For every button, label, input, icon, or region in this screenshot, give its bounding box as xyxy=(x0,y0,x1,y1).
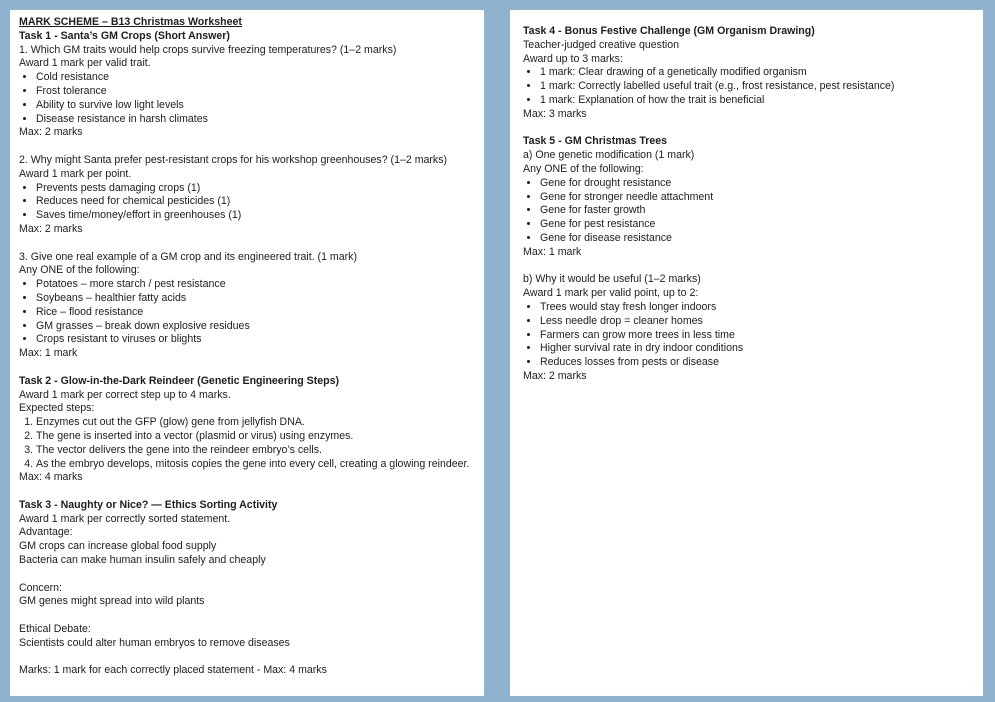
task1-heading: Task 1 - Santa’s GM Crops (Short Answer) xyxy=(19,29,230,42)
task5-b-max: Max: 2 marks xyxy=(523,369,587,382)
task1-q1-max: Max: 2 marks xyxy=(19,126,83,139)
document-title: MARK SCHEME – B13 Christmas Worksheet xyxy=(19,16,242,28)
list-item: • Reduces need for chemical pesticides (1) xyxy=(36,195,475,209)
task5-a-award: Any ONE of the following: xyxy=(523,162,644,175)
task2-steps xyxy=(19,416,475,471)
list-item: • Saves time/money/effort in greenhouses (1) xyxy=(36,209,475,223)
task1-q3-answers xyxy=(19,278,475,347)
task4-section xyxy=(523,25,971,122)
list-item: • Gene for faster growth xyxy=(540,204,971,218)
list-item: 2. The gene is inserted into a vector (plasmid or virus) using enzymes. xyxy=(36,430,475,444)
list-item: • 1 mark: Correctly labelled useful trait (e.g., frost resistance, pest resistance) xyxy=(540,80,971,94)
list-item: • Soybeans – healthier fatty acids xyxy=(36,292,475,306)
task5-section xyxy=(523,135,971,383)
task3-concern-item: GM genes might spread into wild plants xyxy=(19,595,205,608)
task1-q2-award: Award 1 mark per point. xyxy=(19,167,132,180)
task2-heading: Task 2 - Glow-in-the-Dark Reindeer (Genetic Engineering Steps) xyxy=(19,374,340,387)
list-item: 1. Enzymes cut out the GFP (glow) gene from jellyfish DNA. xyxy=(36,416,475,430)
list-item: • Less needle drop = cleaner homes xyxy=(540,315,971,329)
task5-a-question: a) One genetic modification (1 mark) xyxy=(523,149,695,162)
list-item: • Trees would stay fresh longer indoors xyxy=(540,301,971,315)
task4-criteria xyxy=(523,66,971,107)
list-item: • 1 mark: Explanation of how the trait is beneficial xyxy=(540,94,971,108)
task3-advantage-item: Bacteria can make human insulin safely and cheaply xyxy=(19,554,266,567)
task4-max: Max: 3 marks xyxy=(523,107,587,120)
list-item: • Gene for stronger needle attachment xyxy=(540,191,971,205)
list-item: • Ability to survive low light levels xyxy=(36,99,475,113)
task2-expected-label: Expected steps: xyxy=(19,402,95,415)
task3-concern-label: Concern: xyxy=(19,581,62,594)
task5-b-question: b) Why it would be useful (1–2 marks) xyxy=(523,273,701,286)
task1-q1-answers xyxy=(19,71,475,126)
list-item: • Potatoes – more starch / pest resistance xyxy=(36,278,475,292)
list-item: • Cold resistance xyxy=(36,71,475,85)
list-item: • Gene for pest resistance xyxy=(540,218,971,232)
task3-heading: Task 3 - Naughty or Nice? — Ethics Sorting Activity xyxy=(19,498,278,511)
task3-debate-label: Ethical Debate: xyxy=(19,623,91,636)
task1-q1-award: Award 1 mark per valid trait. xyxy=(19,57,151,70)
task3-advantage-item: GM crops can increase global food supply xyxy=(19,540,217,553)
task3-section xyxy=(19,499,475,678)
task2-award: Award 1 mark per correct step up to 4 marks. xyxy=(19,388,231,401)
list-item: • Rice – flood resistance xyxy=(36,306,475,320)
task3-advantage-label: Advantage: xyxy=(19,526,73,539)
list-item: • Reduces losses from pests or disease xyxy=(540,356,971,370)
task1-q2-answers xyxy=(19,182,475,223)
task5-a-max: Max: 1 mark xyxy=(523,245,582,258)
list-item: • Gene for disease resistance xyxy=(540,232,971,246)
task2-max: Max: 4 marks xyxy=(19,471,83,484)
right-page xyxy=(510,10,983,696)
task1-section xyxy=(19,30,475,361)
task1-q2-max: Max: 2 marks xyxy=(19,222,83,235)
list-item: • Farmers can grow more trees in less time xyxy=(540,329,971,343)
task1-q3-max: Max: 1 mark xyxy=(19,347,78,360)
task1-q2-question: 2. Why might Santa prefer pest-resistant crops for his workshop greenhouses? (1–2 marks) xyxy=(19,153,448,166)
task1-q3-question: 3. Give one real example of a GM crop and its engineered trait. (1 mark) xyxy=(19,250,357,263)
list-item: • Gene for drought resistance xyxy=(540,177,971,191)
list-item: 4. As the embryo develops, mitosis copies the gene into every cell, creating a glowing reindeer. xyxy=(36,458,475,472)
task5-a-answers xyxy=(523,177,971,246)
task5-heading: Task 5 - GM Christmas Trees xyxy=(523,135,668,148)
list-item: 3. The vector delivers the gene into the reindeer embryo’s cells. xyxy=(36,444,475,458)
task4-intro: Teacher-judged creative question xyxy=(523,38,680,51)
list-item: • Higher survival rate in dry indoor conditions xyxy=(540,342,971,356)
task1-q3-award: Any ONE of the following: xyxy=(19,264,140,277)
task4-award: Award up to 3 marks: xyxy=(523,52,623,65)
list-item: • Disease resistance in harsh climates xyxy=(36,113,475,127)
left-page xyxy=(10,10,484,696)
task5-b-answers xyxy=(523,301,971,370)
list-item: • Crops resistant to viruses or blights xyxy=(36,333,475,347)
task5-b-award: Award 1 mark per valid point, up to 2: xyxy=(523,287,699,300)
task3-award: Award 1 mark per correctly sorted statement. xyxy=(19,512,231,525)
list-item: • Prevents pests damaging crops (1) xyxy=(36,182,475,196)
list-item: • GM grasses – break down explosive residues xyxy=(36,320,475,334)
list-item: • 1 mark: Clear drawing of a genetically modified organism xyxy=(540,66,971,80)
task4-heading: Task 4 - Bonus Festive Challenge (GM Organism Drawing) xyxy=(523,25,815,37)
task2-section xyxy=(19,375,475,485)
task3-debate-item: Scientists could alter human embryos to remove diseases xyxy=(19,636,290,649)
task3-marks: Marks: 1 mark for each correctly placed statement - Max: 4 marks xyxy=(19,664,327,677)
task1-q1-question: 1. Which GM traits would help crops survive freezing temperatures? (1–2 marks) xyxy=(19,43,397,56)
list-item: • Frost tolerance xyxy=(36,85,475,99)
